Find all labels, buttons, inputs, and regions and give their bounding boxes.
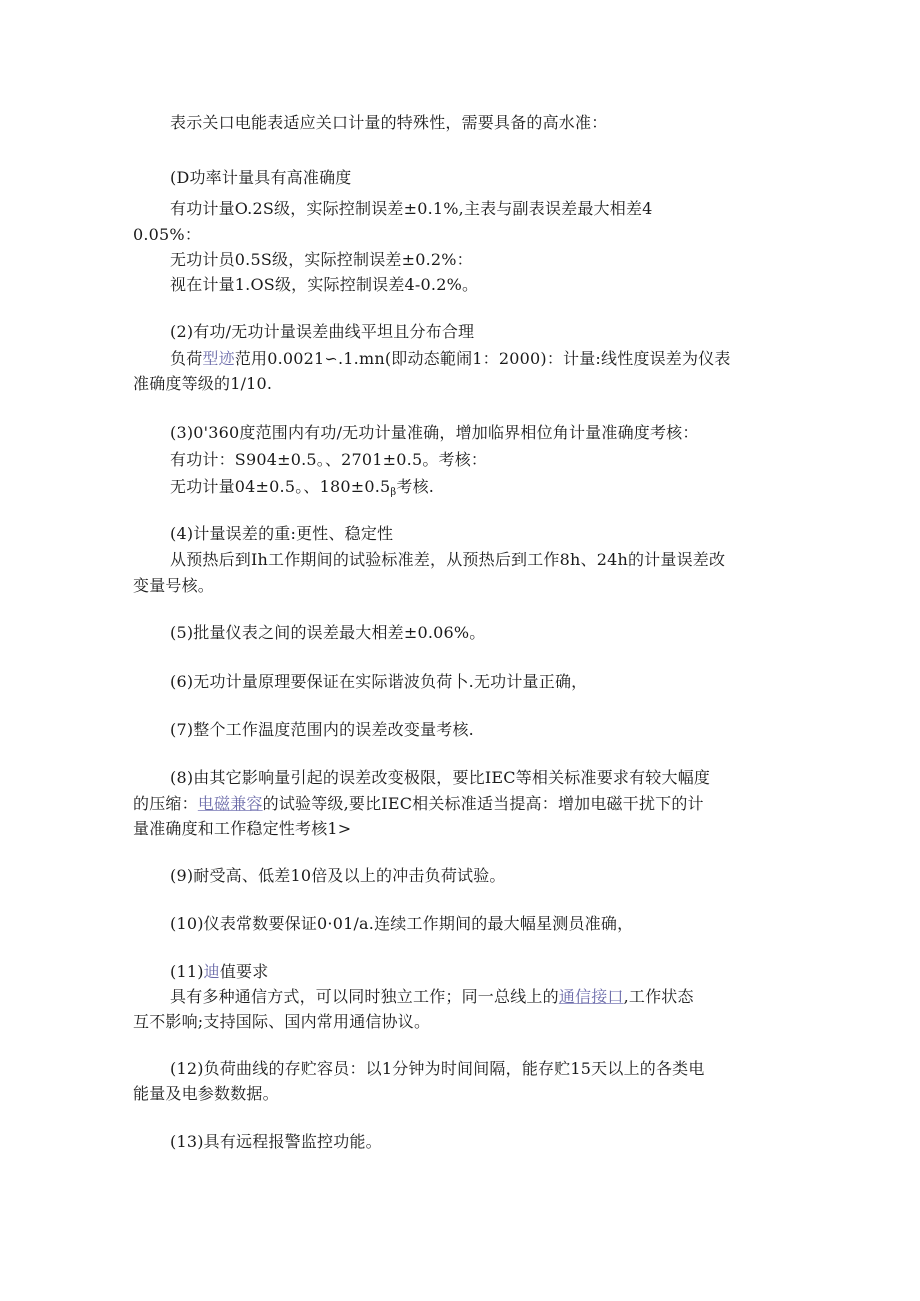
section-8-line-2: 的压缩：电磁兼容的试验等级,要比IEC相关标准适当提高：增加电磁干扰下的计	[133, 794, 704, 813]
section-6: (6)无功计量原理要保证在实际谐波负荷卜.无功计量正确，	[170, 672, 588, 691]
section-3-heading: (3)0'360度范围内有功/无功计量准确，增加临界相位角计量准确度考核：	[170, 423, 699, 442]
section-4-heading: (4)计量误差的重:更性、稳定性	[170, 524, 394, 543]
link-xingji[interactable]: 型迹	[202, 349, 235, 368]
section-2-line-1-cont: 准确度等级的1/10.	[133, 374, 273, 393]
section-2-line-1: 负荷型迹范用0.0021∽.1.mn(即动态範闹1：2000)：计量:线性度误差为仪表	[170, 349, 731, 368]
section-11-heading: (11)迪值要求	[170, 962, 269, 981]
link-di[interactable]: 迪	[203, 962, 220, 981]
section-1-line-3: 视在计量1.OS级，实际控制误差4-0.2%。	[170, 275, 479, 294]
section-5: (5)批量仪表之间的误差最大相差±0.06%。	[170, 623, 486, 642]
section-4-line-1: 从预热后到Ih工作期间的试验标准差，从预热后到工作8h、24h的计量误差改	[170, 550, 726, 569]
section-1-line-2: 无功计员0.5S级，实际控制误差±0.2%：	[170, 250, 473, 269]
section-4-line-1-cont: 变量号核。	[133, 576, 215, 595]
link-emc[interactable]: 电磁兼容	[197, 794, 263, 813]
section-7: (7)整个工作温度范围内的误差改变量考核.	[170, 720, 474, 739]
section-3-line-1: 有功计：S904±0.5。、2701±0.5。考核：	[170, 450, 488, 469]
section-13: (13)具有远程报警监控功能。	[170, 1132, 382, 1151]
link-comm-interface[interactable]: 通信接口	[558, 987, 624, 1006]
section-11-line-1-cont: 互不影响;支持国际、国内常用通信协议。	[133, 1012, 431, 1031]
section-10: (10)仪表常数要保证0·01/a.连续工作期间的最大幅星测员准确，	[170, 914, 634, 933]
section-9: (9)耐受高、低差10倍及以上的冲击负荷试验。	[170, 866, 506, 885]
section-8-line-3: 量准确度和工作稳定性考核1>	[133, 819, 352, 838]
section-11-line-1: 具有多种通信方式，可以同时独立工作；同一总线上的通信接口,工作状态	[170, 987, 694, 1006]
section-8-line-1: (8)由其它影响量引起的误差改变极限，要比IEC等相关标准要求有较大幅度	[170, 768, 711, 787]
section-1-line-1: 有功计量O.2S级，实际控制误差±0.1%,主表与副表误差最大相差4	[170, 199, 653, 218]
section-12-line-1: (12)负荷曲线的存贮容员：以1分钟为时间间隔，能存贮15天以上的各类电	[170, 1059, 705, 1078]
section-1-line-1-cont: 0.05%：	[133, 225, 202, 244]
intro-text: 表示关口电能表适应关口计量的特殊性，需要具备的高水准：	[170, 113, 608, 132]
section-2-heading: (2)有功/无功计量误差曲线平坦且分布合理	[170, 322, 475, 341]
section-3-line-2: 无功计量04±0.5。、$180\pm 0.5_\beta$考核.	[170, 477, 435, 498]
section-12-line-2: 能量及电参数数据。	[133, 1084, 279, 1103]
section-1-heading: (D功率计量具有高准确度	[170, 168, 352, 187]
